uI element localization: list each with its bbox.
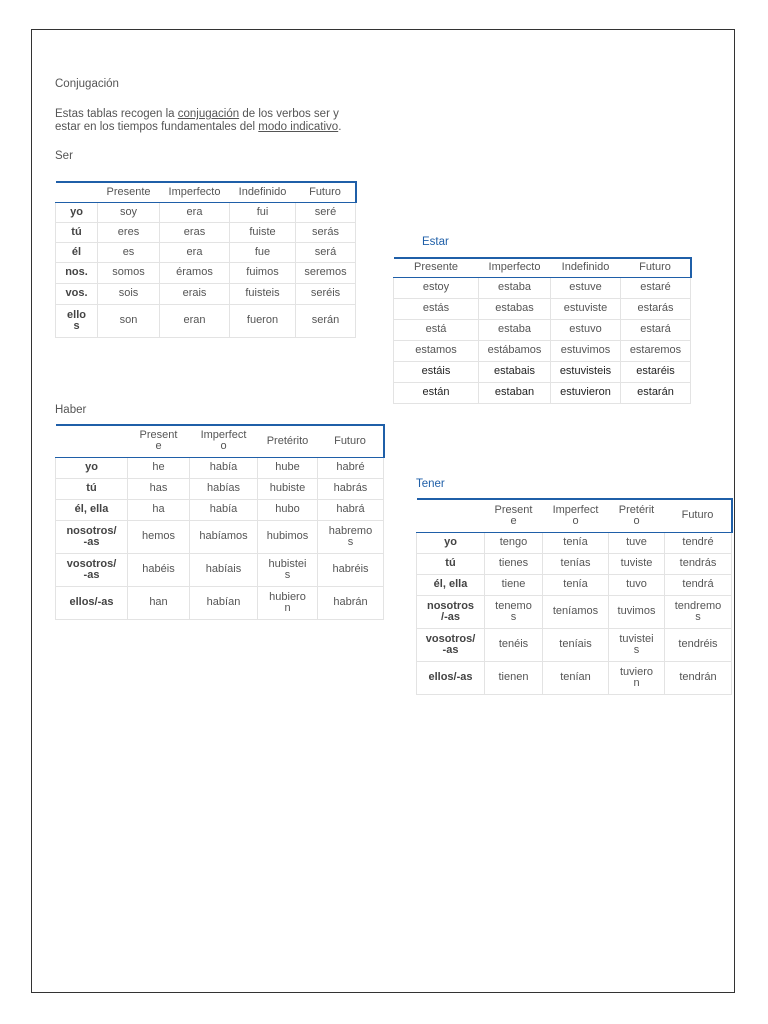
- haber-person-label: nosotros/ -as: [56, 520, 128, 553]
- tener-column-header: Pretérit o: [609, 499, 665, 532]
- tener-verb-form: tenías: [543, 553, 609, 574]
- haber-verb-form: había: [190, 457, 258, 478]
- ser-table-row: [56, 222, 356, 242]
- ser-verb-form: somos: [98, 262, 160, 283]
- tener-verb-form: tiene: [485, 574, 543, 595]
- haber-heading: Haber: [55, 404, 87, 416]
- estar-verb-form: estás: [394, 298, 479, 319]
- ser-table-row: [56, 262, 356, 283]
- haber-verb-form: habíamos: [190, 520, 258, 553]
- ser-verb-form: fueron: [230, 304, 296, 337]
- tener-table-row: [417, 661, 732, 694]
- haber-person-label: él, ella: [56, 499, 128, 520]
- ser-column-header: Indefinido: [230, 182, 296, 202]
- tener-verb-form: tendrás: [665, 553, 732, 574]
- estar-verb-form: estaba: [479, 277, 551, 298]
- estar-verb-form: estamos: [394, 340, 479, 361]
- tener-verb-form: tenía: [543, 574, 609, 595]
- haber-column-header: Present e: [128, 425, 190, 457]
- ser-verb-form: son: [98, 304, 160, 337]
- haber-table: [55, 424, 385, 620]
- tener-column-header: Futuro: [665, 499, 732, 532]
- haber-person-label: ellos/-as: [56, 586, 128, 619]
- ser-person-label: vos.: [56, 283, 98, 304]
- ser-heading: Ser: [55, 150, 73, 162]
- haber-verb-form: habéis: [128, 553, 190, 586]
- tener-table-row: [417, 574, 732, 595]
- haber-table-row: [56, 586, 384, 619]
- tener-verb-form: tenemo s: [485, 595, 543, 628]
- haber-table-row: [56, 457, 384, 478]
- ser-person-label: ello s: [56, 304, 98, 337]
- conjugacion-link[interactable]: conjugación: [177, 108, 240, 120]
- tener-person-label: nosotros /-as: [417, 595, 485, 628]
- estar-verb-form: estaba: [479, 319, 551, 340]
- tener-person-label: él, ella: [417, 574, 485, 595]
- haber-person-label: tú: [56, 478, 128, 499]
- intro-text-3: .: [338, 120, 342, 133]
- tener-person-label: vosotros/ -as: [417, 628, 485, 661]
- haber-verb-form: hemos: [128, 520, 190, 553]
- tener-column-header: Imperfect o: [543, 499, 609, 532]
- ser-verb-form: éramos: [160, 262, 230, 283]
- intro-text-2: de los verbos ser y estar en los tiempos fundamentales del: [55, 108, 339, 133]
- ser-verb-form: fuiste: [230, 222, 296, 242]
- ser-person-label: tú: [56, 222, 98, 242]
- estar-table-row: [394, 340, 691, 361]
- tener-column-header: [417, 499, 485, 532]
- estar-table-row: [394, 298, 691, 319]
- haber-column-header: Pretérito: [258, 425, 318, 457]
- ser-person-label: nos.: [56, 262, 98, 283]
- tener-verb-form: tuviste: [609, 553, 665, 574]
- ser-verb-form: eran: [160, 304, 230, 337]
- tener-person-label: ellos/-as: [417, 661, 485, 694]
- estar-column-header: Futuro: [621, 258, 691, 277]
- ser-column-header: Imperfecto: [160, 182, 230, 202]
- tener-table-row: [417, 553, 732, 574]
- tener-verb-form: tengo: [485, 532, 543, 553]
- haber-table-row: [56, 499, 384, 520]
- haber-verb-form: habían: [190, 586, 258, 619]
- haber-verb-form: habréis: [318, 553, 384, 586]
- ser-verb-form: erais: [160, 283, 230, 304]
- tener-person-label: tú: [417, 553, 485, 574]
- ser-person-label: yo: [56, 202, 98, 222]
- ser-column-header: Presente: [98, 182, 160, 202]
- tener-table-row: [417, 595, 732, 628]
- ser-verb-form: seremos: [296, 262, 356, 283]
- estar-verb-form: estuvisteis: [551, 361, 621, 382]
- ser-person-label: él: [56, 242, 98, 262]
- tener-verb-form: tendrá: [665, 574, 732, 595]
- estar-column-header: Imperfecto: [479, 258, 551, 277]
- haber-verb-form: han: [128, 586, 190, 619]
- tener-verb-form: tuve: [609, 532, 665, 553]
- intro-text-1: Estas tablas recogen la: [55, 108, 178, 120]
- ser-verb-form: era: [160, 242, 230, 262]
- ser-column-header: [56, 182, 98, 202]
- haber-verb-form: habrás: [318, 478, 384, 499]
- ser-verb-form: soy: [98, 202, 160, 222]
- estar-verb-form: estabais: [479, 361, 551, 382]
- estar-table-row: [394, 277, 691, 298]
- ser-table: [55, 181, 357, 338]
- haber-verb-form: habrá: [318, 499, 384, 520]
- estar-verb-form: estuvieron: [551, 382, 621, 403]
- tener-verb-form: tuvimos: [609, 595, 665, 628]
- ser-verb-form: fuisteis: [230, 283, 296, 304]
- tener-verb-form: tendrán: [665, 661, 732, 694]
- estar-table-row: [394, 319, 691, 340]
- estar-verb-form: estábamos: [479, 340, 551, 361]
- estar-verb-form: estaremos: [621, 340, 691, 361]
- ser-verb-form: eres: [98, 222, 160, 242]
- estar-header-row: [394, 258, 691, 277]
- intro-paragraph: [55, 108, 355, 133]
- estar-verb-form: estuve: [551, 277, 621, 298]
- modo-indicativo-link[interactable]: modo indicativo: [258, 120, 339, 133]
- haber-verb-form: hubiero n: [258, 586, 318, 619]
- estar-verb-form: estoy: [394, 277, 479, 298]
- estar-heading: Estar: [422, 236, 449, 248]
- page-title: Conjugación: [55, 78, 119, 90]
- estar-column-header: Indefinido: [551, 258, 621, 277]
- tener-verb-form: tenía: [543, 532, 609, 553]
- tener-verb-form: tuvo: [609, 574, 665, 595]
- tener-heading: Tener: [416, 478, 445, 490]
- tener-verb-form: tendréis: [665, 628, 732, 661]
- tener-verb-form: tienes: [485, 553, 543, 574]
- tener-person-label: yo: [417, 532, 485, 553]
- tener-verb-form: teníais: [543, 628, 609, 661]
- ser-verb-form: seré: [296, 202, 356, 222]
- haber-column-header: Futuro: [318, 425, 384, 457]
- estar-verb-form: están: [394, 382, 479, 403]
- estar-verb-form: estabas: [479, 298, 551, 319]
- tener-verb-form: tuvistei s: [609, 628, 665, 661]
- haber-verb-form: había: [190, 499, 258, 520]
- ser-verb-form: fuimos: [230, 262, 296, 283]
- ser-table-row: [56, 202, 356, 222]
- tener-verb-form: tienen: [485, 661, 543, 694]
- ser-table-row: [56, 283, 356, 304]
- estar-table-row: [394, 382, 691, 403]
- tener-verb-form: tendré: [665, 532, 732, 553]
- haber-table-row: [56, 478, 384, 499]
- tener-verb-form: tendremo s: [665, 595, 732, 628]
- tener-table: [416, 498, 733, 695]
- estar-verb-form: estuvimos: [551, 340, 621, 361]
- estar-verb-form: estáis: [394, 361, 479, 382]
- estar-verb-form: estarás: [621, 298, 691, 319]
- tener-verb-form: tenéis: [485, 628, 543, 661]
- ser-verb-form: serás: [296, 222, 356, 242]
- ser-verb-form: fue: [230, 242, 296, 262]
- ser-verb-form: serán: [296, 304, 356, 337]
- estar-verb-form: estarán: [621, 382, 691, 403]
- haber-table-row: [56, 553, 384, 586]
- estar-verb-form: estaré: [621, 277, 691, 298]
- tener-verb-form: tuviero n: [609, 661, 665, 694]
- estar-table: [393, 257, 692, 404]
- tener-table-row: [417, 628, 732, 661]
- ser-verb-form: seréis: [296, 283, 356, 304]
- haber-person-label: yo: [56, 457, 128, 478]
- ser-table-row: [56, 304, 356, 337]
- ser-table-row: [56, 242, 356, 262]
- estar-verb-form: estuviste: [551, 298, 621, 319]
- haber-verb-form: habrán: [318, 586, 384, 619]
- ser-header-row: [56, 182, 356, 202]
- haber-verb-form: has: [128, 478, 190, 499]
- haber-verb-form: he: [128, 457, 190, 478]
- tener-column-header: Present e: [485, 499, 543, 532]
- ser-verb-form: será: [296, 242, 356, 262]
- tener-verb-form: tenían: [543, 661, 609, 694]
- haber-verb-form: hubimos: [258, 520, 318, 553]
- haber-verb-form: habías: [190, 478, 258, 499]
- haber-verb-form: hubo: [258, 499, 318, 520]
- ser-verb-form: era: [160, 202, 230, 222]
- haber-verb-form: habremo s: [318, 520, 384, 553]
- haber-column-header: Imperfect o: [190, 425, 258, 457]
- tener-table-row: [417, 532, 732, 553]
- haber-verb-form: hube: [258, 457, 318, 478]
- haber-verb-form: habíais: [190, 553, 258, 586]
- estar-column-header: Presente: [394, 258, 479, 277]
- haber-verb-form: hubiste: [258, 478, 318, 499]
- estar-verb-form: estará: [621, 319, 691, 340]
- tener-header-row: [417, 499, 732, 532]
- ser-column-header: Futuro: [296, 182, 356, 202]
- haber-person-label: vosotros/ -as: [56, 553, 128, 586]
- estar-verb-form: está: [394, 319, 479, 340]
- haber-column-header: [56, 425, 128, 457]
- ser-verb-form: sois: [98, 283, 160, 304]
- ser-verb-form: es: [98, 242, 160, 262]
- ser-verb-form: fui: [230, 202, 296, 222]
- ser-verb-form: eras: [160, 222, 230, 242]
- haber-verb-form: hubistei s: [258, 553, 318, 586]
- estar-table-row: [394, 361, 691, 382]
- haber-table-row: [56, 520, 384, 553]
- estar-verb-form: estuvo: [551, 319, 621, 340]
- haber-header-row: [56, 425, 384, 457]
- haber-verb-form: habré: [318, 457, 384, 478]
- tener-verb-form: teníamos: [543, 595, 609, 628]
- estar-verb-form: estaban: [479, 382, 551, 403]
- estar-verb-form: estaréis: [621, 361, 691, 382]
- haber-verb-form: ha: [128, 499, 190, 520]
